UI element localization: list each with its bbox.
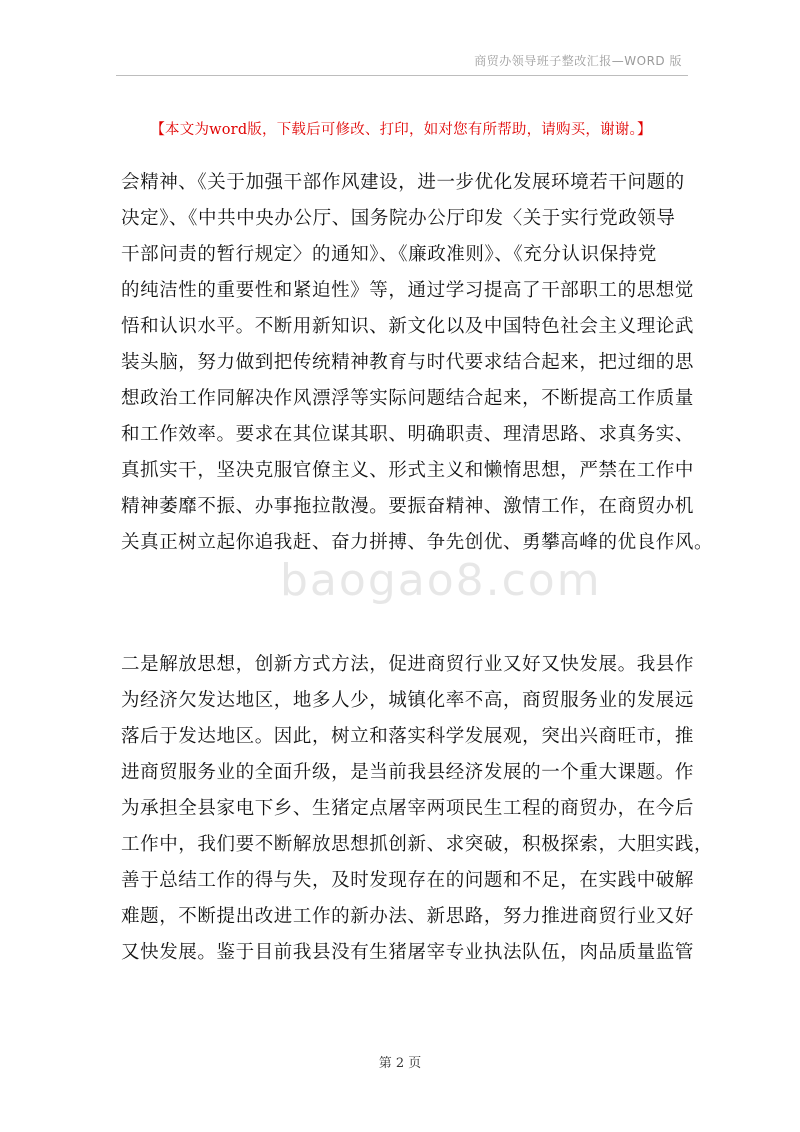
paragraph-line: 和工作效率。要求在其位谋其职、明确职责、理清思路、求真务实、 xyxy=(121,424,695,445)
paragraph-line: 难题，不断提出改进工作的新办法、新思路，努力推进商贸行业又好 xyxy=(121,906,695,927)
paragraph-line: 会精神、《关于加强干部作风建设，进一步优化发展环境若干问题的 xyxy=(121,172,685,193)
body-paragraph-2 xyxy=(121,647,714,971)
watermark: baogao8.com xyxy=(280,555,602,606)
paragraph-line: 为承担全县家电下乡、生猪定点屠宰两项民生工程的商贸办，在今后 xyxy=(121,798,695,819)
paragraph-line: 又快发展。鉴于目前我县没有生猪屠宰专业执法队伍，肉品质量监管 xyxy=(121,942,695,963)
paragraph-line: 决定》、《中共中央办公厅、国务院办公厅印发〈关于实行党政领导 xyxy=(121,208,676,229)
paragraph-line: 悟和认识水平。不断用新知识、新文化以及中国特色社会主义理论武 xyxy=(121,316,695,337)
paragraph-line: 想政治工作同解决作风漂浮等实际问题结合起来，不断提高工作质量 xyxy=(121,388,695,409)
paragraph-line: 二是解放思想，创新方式方法，促进商贸行业又好又快发展。我县作 xyxy=(121,654,695,675)
header-title: 商贸办领导班子整改汇报—WORD 版 xyxy=(474,54,682,68)
purchase-notice: 【本文为word版，下载后可修改、打印，如对您有所帮助，请购买，谢谢。】 xyxy=(150,122,652,138)
paragraph-line: 落后于发达地区。因此，树立和落实科学发展观，突出兴商旺市，推 xyxy=(121,726,695,747)
paragraph-line: 的纯洁性的重要性和紧迫性》等，通过学习提高了干部职工的思想觉 xyxy=(121,280,695,301)
paragraph-line: 真抓实干，坚决克服官僚主义、形式主义和懒惰思想，严禁在工作中 xyxy=(121,460,695,481)
body-paragraph-1 xyxy=(121,165,714,561)
paragraph-line: 为经济欠发达地区，地多人少，城镇化率不高，商贸服务业的发展远 xyxy=(121,690,695,711)
paragraph-line: 装头脑，努力做到把传统精神教育与时代要求结合起来，把过细的思 xyxy=(121,352,695,373)
paragraph-line: 进商贸服务业的全面升级，是当前我县经济发展的一个重大课题。作 xyxy=(121,762,695,783)
paragraph-line: 干部问责的暂行规定〉的通知》、《廉政准则》、《充分认识保持党 xyxy=(121,244,658,265)
paragraph-line: 关真正树立起你追我赶、奋力拼搏、争先创优、勇攀高峰的优良作风。 xyxy=(121,532,714,553)
paragraph-line: 善于总结工作的得与失，及时发现存在的问题和不足，在实践中破解 xyxy=(121,870,695,891)
header-divider xyxy=(116,75,688,76)
page-header xyxy=(0,48,800,78)
paragraph-line: 精神萎靡不振、办事拖拉散漫。要振奋精神、激情工作，在商贸办机 xyxy=(121,496,695,517)
paragraph-line: 工作中，我们要不断解放思想抓创新、求突破，积极探索，大胆实践， xyxy=(121,834,714,855)
page-number: 第 2 页 xyxy=(378,1056,422,1071)
